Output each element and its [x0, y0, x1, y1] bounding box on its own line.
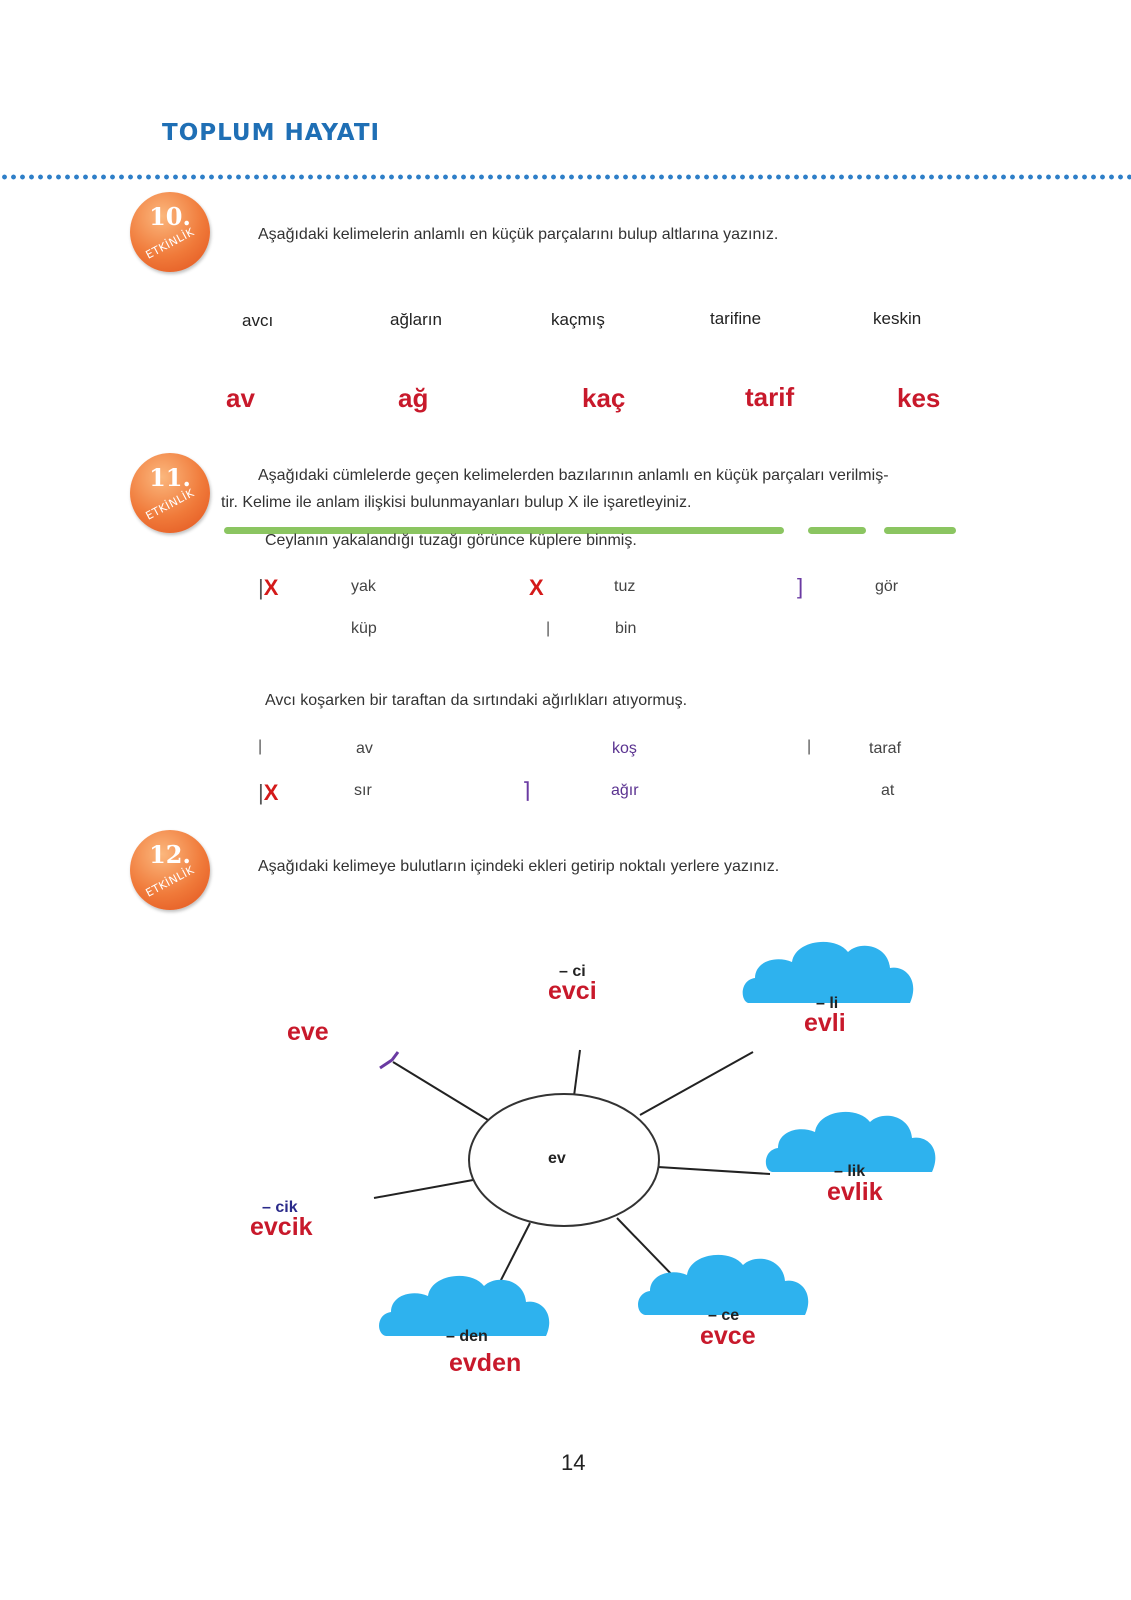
activity-number: 11. [149, 463, 191, 492]
activity-12-instruction: Aşağıdaki kelimeye bulutların içindeki ekleri getirip noktalı yerlere yazınız. [258, 858, 780, 875]
part-taraf: taraf [869, 740, 902, 757]
cloud-li [743, 942, 914, 1003]
suffix-den: – den [446, 1328, 488, 1345]
result-evlik: evlik [827, 1178, 883, 1206]
pen-mark [380, 1052, 398, 1068]
part-av: av [356, 740, 373, 757]
branch-line [393, 1062, 488, 1120]
suffix-li: – li [816, 995, 839, 1012]
suffix-cik: – cik [262, 1199, 298, 1216]
activity-11-instruction-line2: tir. Kelime ile anlam ilişkisi bulunmayanları bulup X ile işaretleyiniz. [221, 494, 692, 511]
page-number: 14 [561, 1450, 586, 1475]
suffix-lik: – lik [834, 1163, 866, 1180]
result-evcik: evcik [250, 1213, 313, 1241]
empty-checkbox: | [807, 738, 812, 755]
activity-10-instruction: Aşağıdaki kelimelerin anlamlı en küçük parçalarını bulup altlarına yazınız. [258, 226, 779, 243]
part-agir: ağır [611, 782, 639, 799]
word-5: keskin [873, 309, 922, 328]
root-5: kes [897, 383, 941, 413]
branch-line [658, 1167, 770, 1174]
branch-line [500, 1223, 530, 1282]
sentence-1: Ceylanın yakalandığı tuzağı görünce küplere binmiş. [265, 532, 637, 549]
check-mark: |X [258, 575, 279, 600]
word-1: avcı [242, 311, 274, 330]
word-4: tarifine [710, 309, 762, 328]
root-4: tarif [745, 382, 795, 412]
part-tuz: tuz [614, 578, 636, 595]
activity-label: ETKİNLİK [143, 863, 197, 900]
activity-label: ETKİNLİK [143, 486, 197, 523]
part-at: at [881, 782, 895, 799]
result-evden: evden [449, 1349, 522, 1377]
sentence-2: Avcı koşarken bir taraftan da sırtındaki ağırlıkları atıyormuş. [265, 692, 688, 709]
check-mark: |X [258, 780, 279, 805]
branch-line [374, 1180, 473, 1198]
branch-line [617, 1218, 677, 1280]
part-yak: yak [351, 578, 376, 595]
word-3: kaçmış [551, 310, 605, 329]
cloud-den [379, 1276, 549, 1336]
center-word: ev [548, 1150, 566, 1167]
root-2: ağ [398, 383, 429, 413]
activity-number: 12. [149, 840, 191, 869]
part-bin: bin [615, 620, 637, 637]
empty-checkbox: | [546, 620, 551, 637]
result-evci: evci [548, 977, 597, 1005]
word-2: ağların [390, 310, 442, 329]
result-eve: eve [287, 1018, 329, 1046]
root-3: kaç [582, 383, 626, 413]
root-1: av [226, 383, 255, 413]
activity-number: 10. [149, 202, 191, 231]
check-mark: X [529, 575, 544, 600]
activity-11-instruction-line1: Aşağıdaki cümlelerde geçen kelimelerden bazılarının anlamlı en küçük parçaları verilmiş- [258, 467, 889, 484]
result-evli: evli [804, 1009, 846, 1037]
empty-checkbox: ] [797, 574, 804, 599]
suffix-ce: – ce [708, 1307, 740, 1324]
result-evce: evce [700, 1322, 756, 1350]
part-kos: koş [612, 740, 637, 757]
branch-line [574, 1050, 580, 1096]
branch-line [640, 1052, 753, 1115]
empty-checkbox: | [258, 738, 263, 755]
part-kup: küp [351, 620, 377, 637]
part-gor: gör [875, 578, 899, 595]
cloud-ce [638, 1255, 808, 1315]
suffix-ci: – ci [559, 963, 586, 980]
page-title: TOPLUM HAYATI [162, 120, 381, 146]
part-sir: sır [354, 782, 372, 799]
empty-checkbox: ⌉ [522, 778, 531, 803]
activity-label: ETKİNLİK [143, 225, 197, 262]
